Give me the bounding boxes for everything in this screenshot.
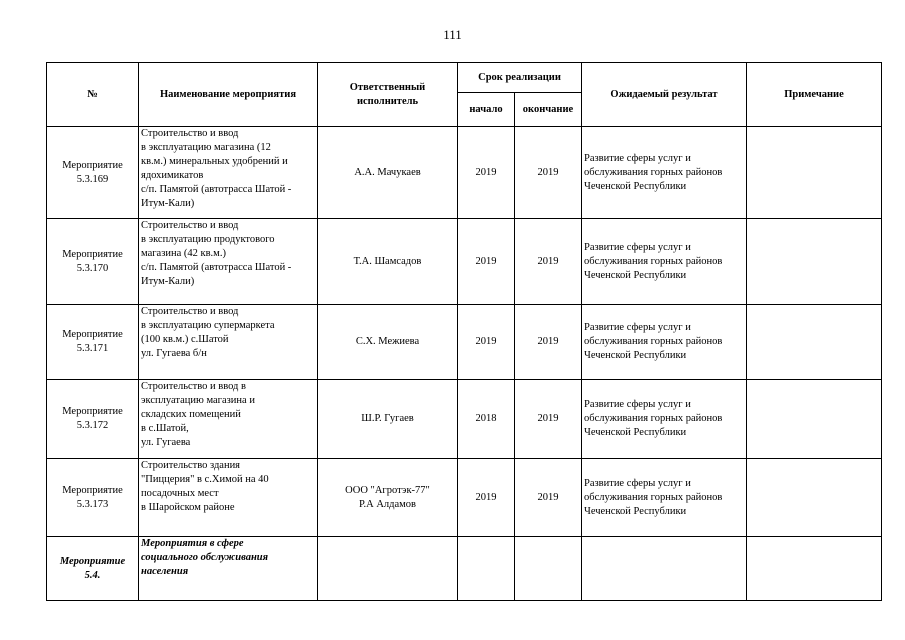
measure-number: Мероприятие 5.3.170 [47,219,139,305]
measure-start: 2019 [458,127,515,219]
measure-end: 2019 [515,127,582,219]
measure-result: Развитие сферы услуг и обслуживания горных районов Чеченской Республики [582,219,747,305]
measure-responsible: Т.А. Шамсадов [318,219,458,305]
measure-responsible: ООО "Агротэк-77" Р.А Алдамов [318,459,458,537]
measure-name: Мероприятия в сфере социального обслуживания населения [139,537,318,601]
measures-table [46,62,882,601]
measure-end: 2019 [515,380,582,459]
measure-note [747,537,882,601]
table-row [47,380,882,459]
measure-note [747,305,882,380]
measure-note [747,127,882,219]
measure-name: Строительство и ввод в эксплуатацию магазина (12 кв.м.) минеральных удобрений и ядохимикатов с/п. Памятой (автотрасса Шатой - Итум-Кали) [139,127,318,219]
measure-result: Развитие сферы услуг и обслуживания горных районов Чеченской Республики [582,305,747,380]
col-header-end: окончание [515,93,582,127]
table-row [47,459,882,537]
table-row [47,127,882,219]
measure-responsible: А.А. Мачукаев [318,127,458,219]
col-header-result: Ожидаемый результат [582,63,747,127]
measure-result: Развитие сферы услуг и обслуживания горных районов Чеченской Республики [582,127,747,219]
col-header-number: № [47,63,139,127]
measure-number: Мероприятие 5.3.172 [47,380,139,459]
measure-end: 2019 [515,305,582,380]
col-header-note: Примечание [747,63,882,127]
measure-result: Развитие сферы услуг и обслуживания горных районов Чеченской Республики [582,380,747,459]
measure-number: Мероприятие 5.3.173 [47,459,139,537]
measure-start [458,537,515,601]
measure-name: Строительство и ввод в эксплуатацию супермаркета (100 кв.м.) с.Шатой ул. Гугаева б/н [139,305,318,380]
measure-end: 2019 [515,459,582,537]
measure-result [582,537,747,601]
measure-name: Строительство и ввод в эксплуатацию магазина и складских помещений в с.Шатой, ул. Гугаева [139,380,318,459]
measure-start: 2019 [458,305,515,380]
measure-responsible [318,537,458,601]
measure-start: 2018 [458,380,515,459]
table-row [47,537,882,601]
measure-note [747,380,882,459]
measure-number: Мероприятие 5.4. [47,537,139,601]
measure-number: Мероприятие 5.3.171 [47,305,139,380]
measure-number: Мероприятие 5.3.169 [47,127,139,219]
measure-name: Строительство и ввод в эксплуатацию продуктового магазина (42 кв.м.) с/п. Памятой (автотрасса Шатой - Итум-Кали) [139,219,318,305]
col-header-start: начало [458,93,515,127]
measure-start: 2019 [458,219,515,305]
measure-start: 2019 [458,459,515,537]
col-header-period: Срок реализации [458,63,582,93]
page-number: 111 [443,27,462,42]
measure-end: 2019 [515,219,582,305]
measure-result: Развитие сферы услуг и обслуживания горных районов Чеченской Республики [582,459,747,537]
measure-responsible: С.Х. Межиева [318,305,458,380]
measure-note [747,219,882,305]
table-row [47,219,882,305]
measure-responsible: Ш.Р. Гугаев [318,380,458,459]
col-header-responsible: Ответственный исполнитель [318,63,458,127]
measure-name: Строительство здания "Пиццерия" в с.Химой на 40 посадочных мест в Шаройском районе [139,459,318,537]
col-header-name: Наименование мероприятия [139,63,318,127]
measure-note [747,459,882,537]
measure-end [515,537,582,601]
table-row [47,305,882,380]
